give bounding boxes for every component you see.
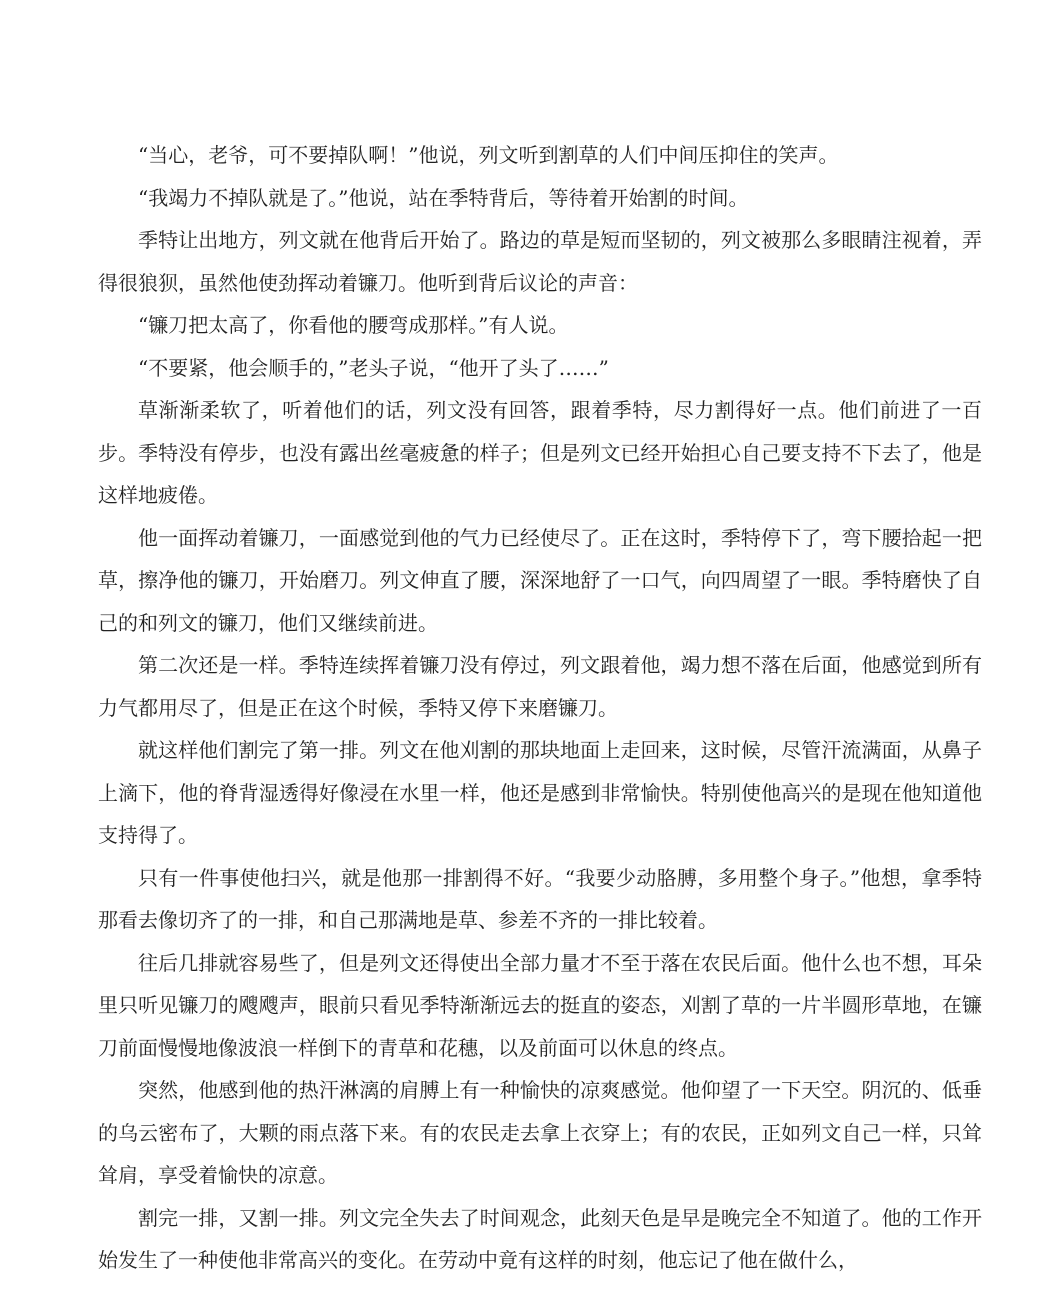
paragraph: 季特让出地方，列文就在他背后开始了。路边的草是短而坚韧的，列文被那么多眼睛注视着，弄得很狼狈，虽然他使劲挥动着镰刀。他听到背后议论的声音： xyxy=(98,228,982,295)
paragraph: 他一面挥动着镰刀，一面感觉到他的气力已经使尽了。正在这时，季特停下了，弯下腰拾起一把草，擦净他的镰刀，开始磨刀。列文伸直了腰，深深地舒了一口气，向四周望了一眼。季特磨快了自己的和列文的镰刀，他们又继续前进。 xyxy=(98,525,982,635)
paragraph: 草渐渐柔软了，听着他们的话，列文没有回答，跟着季特，尽力割得好一点。他们前进了一百步。季特没有停步，也没有露出丝毫疲惫的样子；但是列文已经开始担心自己要支持不下去了，他是这样地疲倦。 xyxy=(98,398,982,507)
paragraph: 突然，他感到他的热汗淋漓的肩膊上有一种愉快的凉爽感觉。他仰望了一下天空。阴沉的、低垂的乌云密布了，大颗的雨点落下来。有的农民走去拿上衣穿上；有的农民，正如列文自己一样，只耸耸肩，享受着愉快的凉意。 xyxy=(98,1078,982,1187)
paragraph: 往后几排就容易些了，但是列文还得使出全部力量才不至于落在农民后面。他什么也不想，耳朵里只听见镰刀的飕飕声，眼前只看见季特渐渐远去的挺直的姿态，刈割了草的一片半圆形草地，在镰刀前面慢慢地像波浪一样倒下的青草和花穗，以及前面可以休息的终点。 xyxy=(98,950,982,1060)
paragraph: “当心，老爷，可不要掉队啊！”他说，列文听到割草的人们中间压抑住的笑声。 xyxy=(138,143,839,167)
paragraph: 第二次还是一样。季特连续挥着镰刀没有停过，列文跟着他，竭力想不落在后面，他感觉到所有力气都用尽了，但是正在这个时候，季特又停下来磨镰刀。 xyxy=(98,653,982,720)
paragraph: “我竭力不掉队就是了。”他说，站在季特背后，等待着开始割的时间。 xyxy=(138,185,749,210)
paragraph: “不要紧，他会顺手的，”老头子说，“他开了头了……” xyxy=(138,355,609,380)
paragraph: “镰刀把太高了，你看他的腰弯成那样。”有人说。 xyxy=(138,313,569,337)
document-body xyxy=(98,134,982,1282)
paragraph: 只有一件事使他扫兴，就是他那一排割得不好。“我要少动胳膊，多用整个身子。”他想，拿季特那看去像切齐了的一排，和自己那满地是草、参差不齐的一排比较着。 xyxy=(98,865,982,932)
paragraph: 就这样他们割完了第一排。列文在他刈割的那块地面上走回来，这时候，尽管汗流满面，从鼻子上滴下，他的脊背湿透得好像浸在水里一样，他还是感到非常愉快。特别使他高兴的是现在他知道他支持得了。 xyxy=(98,738,982,847)
paragraph: 割完一排，又割一排。列文完全失去了时间观念，此刻天色是早是晚完全不知道了。他的工作开始发生了一种使他非常高兴的变化。在劳动中竟有这样的时刻，他忘记了他在做什么， xyxy=(98,1205,982,1272)
